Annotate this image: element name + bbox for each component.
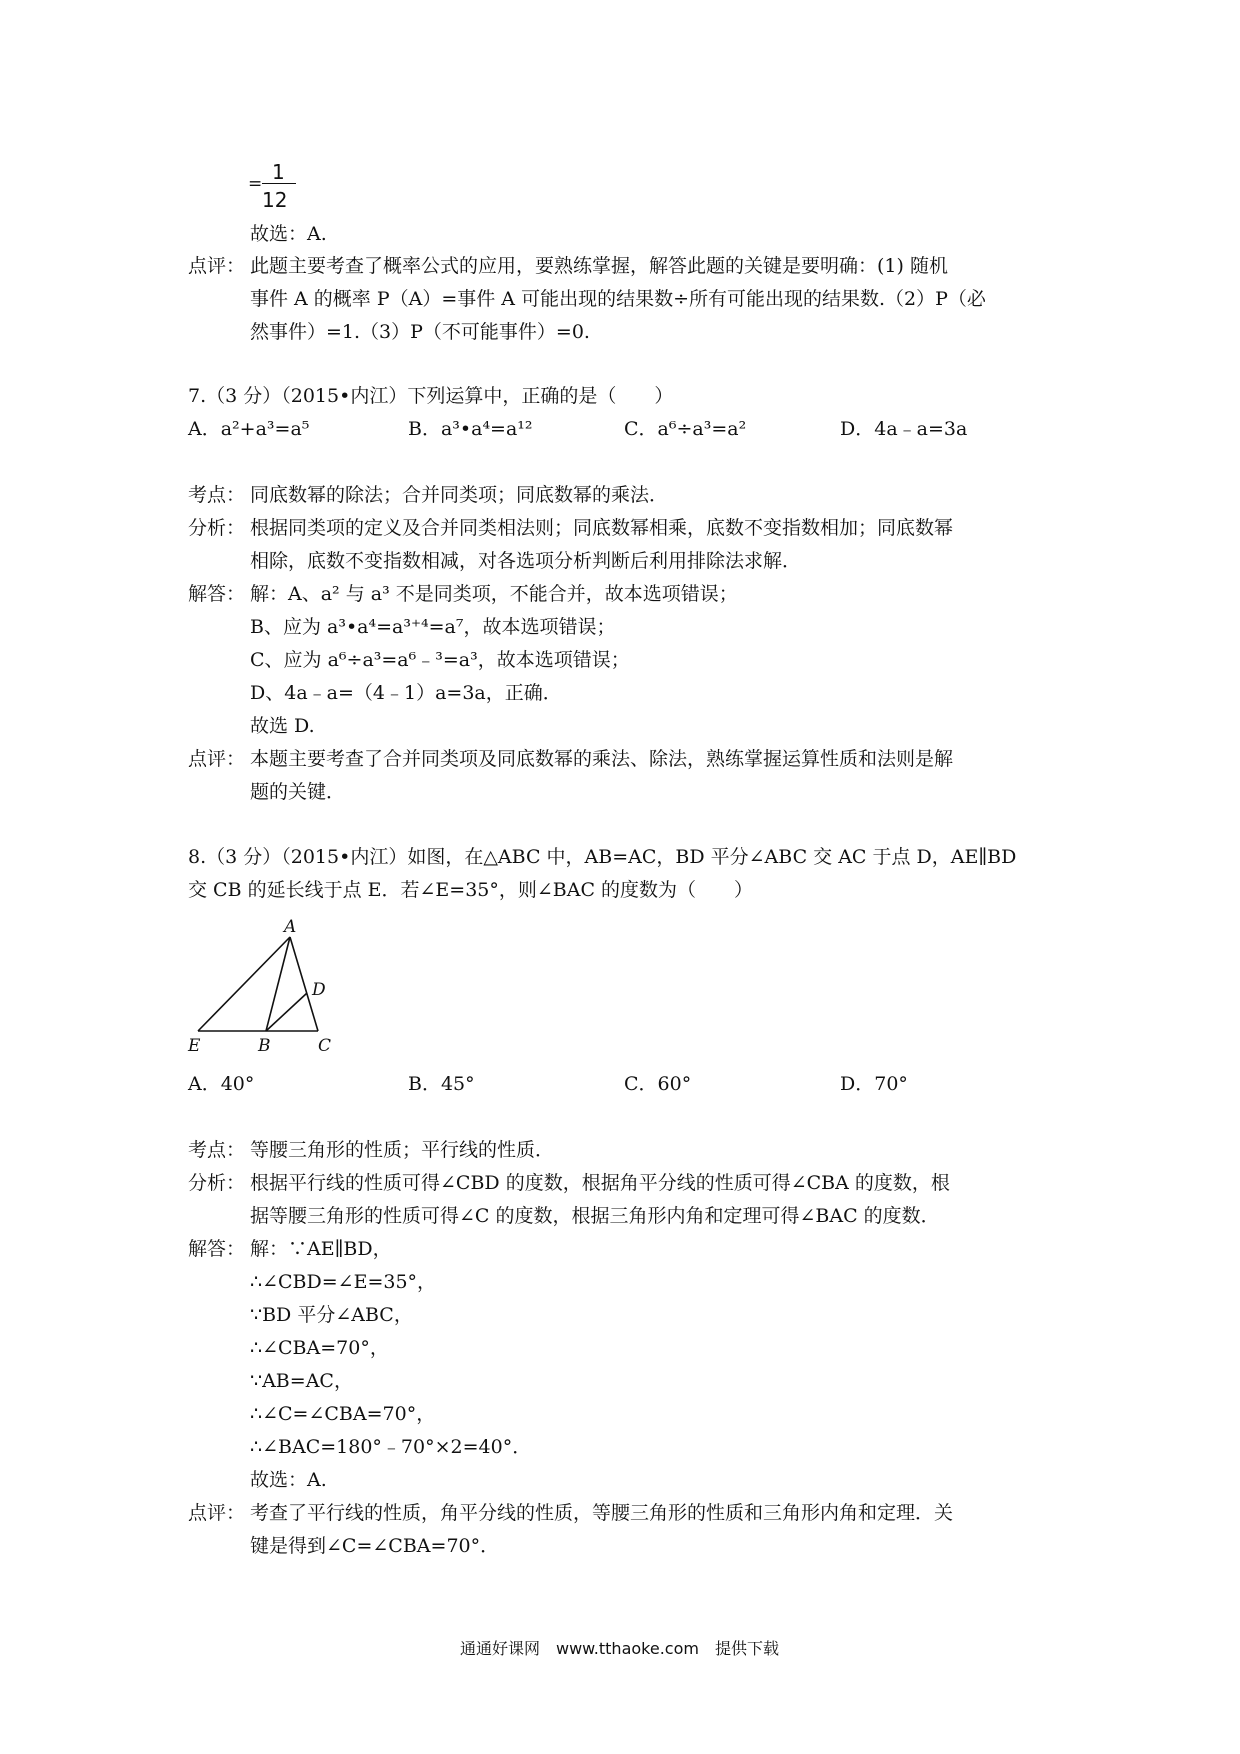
- label-e: E: [188, 1036, 201, 1056]
- q7-dianping-line1: 本题主要考查了合并同类项及同底数幂的乘法、除法，熟练掌握运算性质和法则是解: [250, 748, 954, 770]
- q7-jieda-line1: 解：A、a² 与 a³ 不是同类项，不能合并，故本选项错误；: [250, 583, 738, 605]
- line-bd: [266, 993, 307, 1031]
- prev-comment-line3: 然事件）=1.（3）P（不可能事件）=0.: [250, 321, 590, 343]
- triangle-figure: [188, 915, 388, 1055]
- q8-option-c: C．60°: [624, 1073, 692, 1095]
- q7-dianping-line2: 题的关键．: [250, 781, 346, 803]
- q7-kaodian: 同底数幂的除法；合并同类项；同底数幂的乘法．: [250, 484, 669, 506]
- q8-option-a: A．40°: [188, 1073, 255, 1095]
- label-b: B: [258, 1036, 271, 1056]
- q8-fenxi-label: 分析：: [188, 1172, 246, 1194]
- q8-option-d: D．70°: [840, 1073, 908, 1095]
- q8-dianping-line1: 考查了平行线的性质，角平分线的性质，等腰三角形的性质和三角形内角和定理．关: [250, 1502, 954, 1524]
- triangle-svg: [188, 915, 388, 1055]
- q7-stem: 7.（3 分）（2015•内江）下列运算中，正确的是（ ）: [188, 385, 674, 407]
- q7-jieda-line5: 故选 D.: [250, 715, 315, 737]
- q8-fenxi-line2: 据等腰三角形的性质可得∠C 的度数，根据三角形内角和定理可得∠BAC 的度数．: [250, 1205, 940, 1227]
- q8-stem-line1: 8.（3 分）（2015•内江）如图，在△ABC 中，AB=AC，BD 平分∠ABC 交 AC 于点 D，AE∥BD: [188, 846, 1017, 868]
- q7-option-c: C．a⁶÷a³=a²: [624, 418, 747, 440]
- q7-jieda-line3: C、应为 a⁶÷a³=a⁶﹣³=a³，故本选项错误；: [250, 649, 630, 671]
- fraction-denominator: 12: [262, 188, 288, 212]
- q8-jieda-line1: 解：∵AE∥BD，: [250, 1238, 392, 1260]
- line-ab: [266, 937, 290, 1031]
- fraction-equals: =: [248, 174, 263, 194]
- label-a: A: [284, 917, 297, 937]
- q7-jieda-line2: B、应为 a³•a⁴=a³⁺⁴=a⁷，故本选项错误；: [250, 616, 616, 638]
- prev-choose: 故选：A.: [250, 223, 327, 245]
- prev-comment-line1: 此题主要考查了概率公式的应用，要熟练掌握，解答此题的关键是要明确：(1) 随机: [250, 255, 948, 277]
- q8-jieda-label: 解答：: [188, 1238, 246, 1260]
- fraction-bar: [262, 183, 296, 184]
- q7-option-a: A．a²+a³=a⁵: [188, 418, 310, 440]
- q7-dianping-label: 点评：: [188, 748, 246, 770]
- q7-option-b: B．a³•a⁴=a¹²: [408, 418, 533, 440]
- q7-jieda-label: 解答：: [188, 583, 246, 605]
- prev-comment-line2: 事件 A 的概率 P（A）=事件 A 可能出现的结果数÷所有可能出现的结果数.（2）P（必: [250, 288, 986, 310]
- q7-kaodian-label: 考点：: [188, 484, 246, 506]
- q8-dianping-line2: 键是得到∠C=∠CBA=70°．: [250, 1535, 500, 1557]
- q8-kaodian-label: 考点：: [188, 1139, 246, 1161]
- q8-jieda-line8: 故选：A.: [250, 1469, 327, 1491]
- q8-jieda-line2: ∴∠CBD=∠E=35°，: [250, 1271, 437, 1293]
- q8-fenxi-line1: 根据平行线的性质可得∠CBD 的度数，根据角平分线的性质可得∠CBA 的度数，根: [250, 1172, 950, 1194]
- q8-kaodian: 等腰三角形的性质；平行线的性质．: [250, 1139, 555, 1161]
- line-ea: [198, 937, 290, 1031]
- label-c: C: [318, 1036, 332, 1056]
- q8-dianping-label: 点评：: [188, 1502, 246, 1524]
- page-footer: 通通好课网 www.tthaoke.com 提供下载: [460, 1639, 779, 1658]
- fraction-numerator: 1: [272, 160, 285, 184]
- q8-jieda-line3: ∵BD 平分∠ABC，: [250, 1304, 413, 1326]
- q8-option-b: B．45°: [408, 1073, 475, 1095]
- fraction-one-twelfth: [248, 160, 298, 210]
- q8-jieda-line6: ∴∠C=∠CBA=70°，: [250, 1403, 436, 1425]
- q8-jieda-line7: ∴∠BAC=180°﹣70°×2=40°．: [250, 1436, 532, 1458]
- q7-option-d: D．4a﹣a=3a: [840, 418, 968, 440]
- q8-jieda-line5: ∵AB=AC，: [250, 1370, 353, 1392]
- q7-fenxi-label: 分析：: [188, 517, 246, 539]
- q7-fenxi-line1: 根据同类项的定义及合并同类相法则；同底数幂相乘，底数不变指数相加；同底数幂: [250, 517, 954, 539]
- q7-fenxi-line2: 相除，底数不变指数相减，对各选项分析判断后利用排除法求解．: [250, 550, 802, 572]
- q8-stem-line2: 交 CB 的延长线于点 E．若∠E=35°，则∠BAC 的度数为（ ）: [188, 879, 754, 901]
- label-d: D: [312, 980, 326, 1000]
- q8-jieda-line4: ∴∠CBA=70°，: [250, 1337, 389, 1359]
- prev-comment-label: 点评：: [188, 255, 246, 277]
- q7-jieda-line4: D、4a﹣a=（4﹣1）a=3a，正确．: [250, 682, 562, 704]
